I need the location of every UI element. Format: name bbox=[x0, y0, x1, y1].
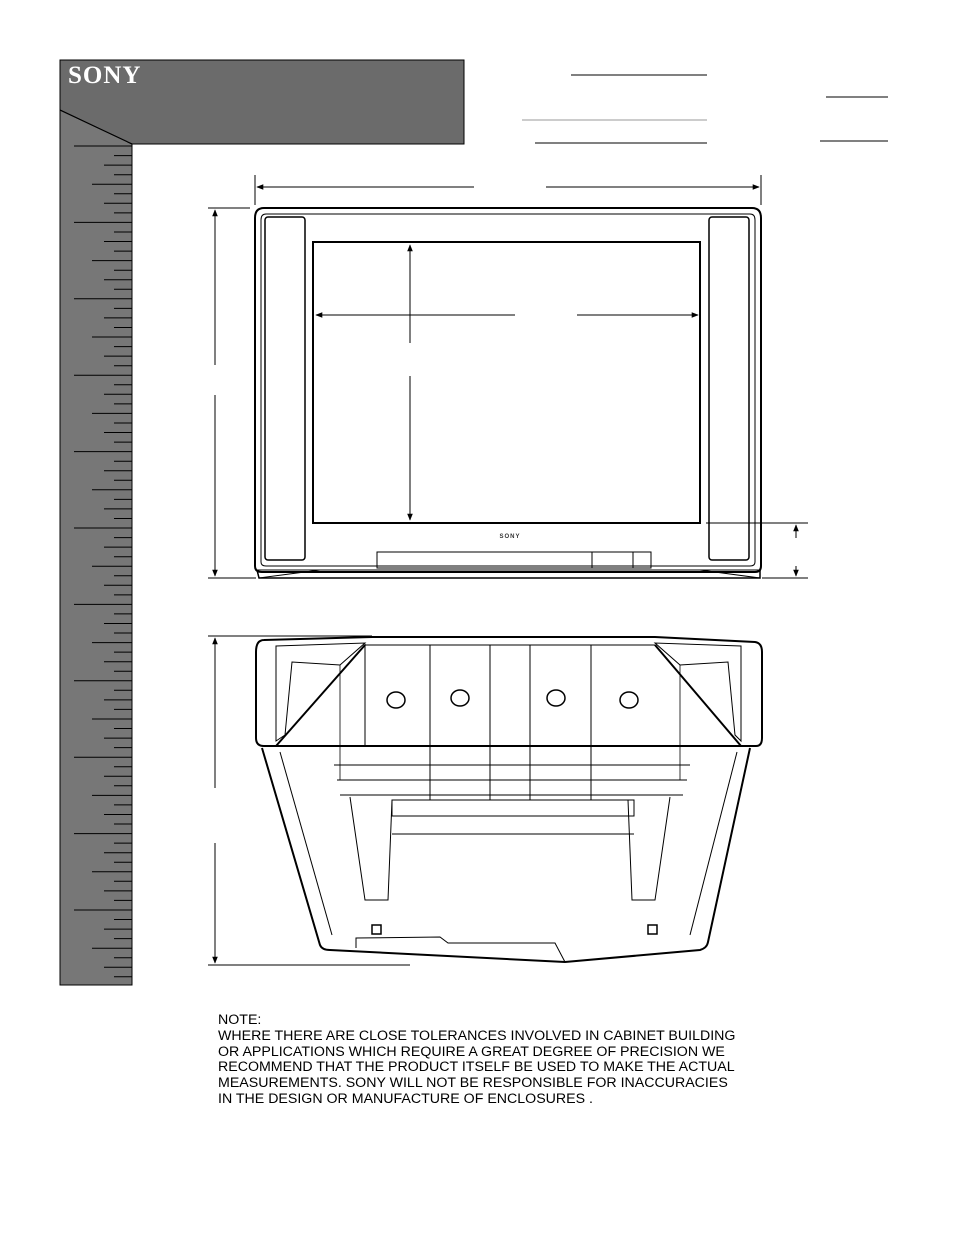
note-heading: NOTE: bbox=[218, 1012, 262, 1028]
tv-front-view bbox=[255, 208, 761, 578]
tv-front-logo: SONY bbox=[499, 534, 521, 540]
screen-dimensions bbox=[316, 245, 698, 520]
tv-rear-view bbox=[256, 637, 762, 962]
header-blank-lines bbox=[522, 75, 888, 143]
sony-logo: SONY bbox=[68, 62, 142, 89]
front-width-dimension bbox=[255, 175, 761, 205]
front-height-dimension bbox=[208, 208, 256, 578]
note-line: IN THE DESIGN OR MANUFACTURE OF ENCLOSURES . bbox=[218, 1090, 593, 1107]
note-line: MEASUREMENTS. SONY WILL NOT BE RESPONSIBLE FOR INACCURACIES bbox=[218, 1075, 728, 1092]
note-line: WHERE THERE ARE CLOSE TOLERANCES INVOLVED IN CABINET BUILDING bbox=[218, 1027, 736, 1044]
depth-dimension bbox=[208, 636, 410, 965]
note-line: OR APPLICATIONS WHICH REQUIRE A GREAT DEGREE OF PRECISION WE bbox=[218, 1043, 725, 1060]
disclaimer-note bbox=[218, 1013, 818, 1108]
note-line: RECOMMEND THAT THE PRODUCT ITSELF BE USED TO MAKE THE ACTUAL bbox=[218, 1059, 735, 1076]
